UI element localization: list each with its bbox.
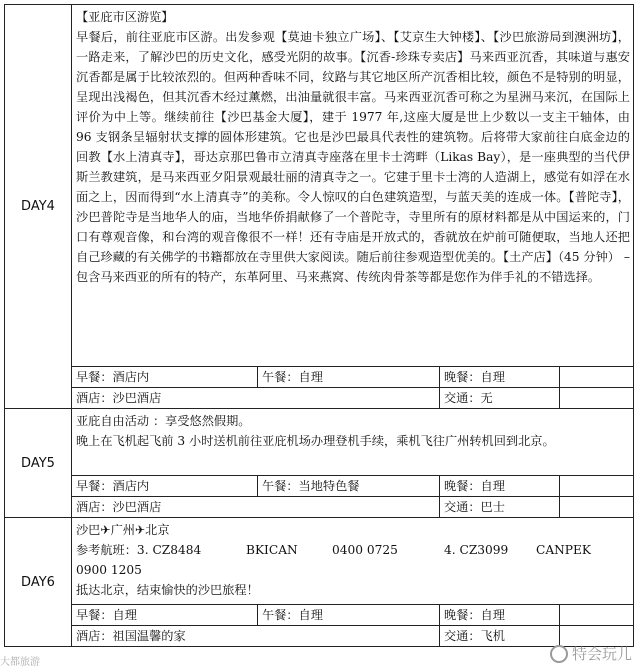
day4-hotel: 酒店：沙巴酒店 — [72, 388, 440, 408]
day6-transport: 交通：飞机 — [440, 626, 560, 646]
day5-row — [5, 409, 634, 476]
day6-closing: 抵达北京，结束愉快的沙巴旅程！ — [76, 583, 259, 597]
day5-hotel-transport — [72, 497, 634, 518]
day4-dinner: 晚餐：自理 — [440, 367, 560, 387]
day5-transport: 交通：巴士 — [440, 497, 560, 517]
day5-hotel: 酒店：沙巴酒店 — [72, 497, 440, 517]
day6-flights — [76, 540, 630, 560]
watermark-left: 大都旅游 — [0, 657, 40, 668]
day6-description — [72, 518, 634, 605]
day5-label: DAY5 — [5, 409, 72, 518]
day6-dinner: 晚餐：自理 — [440, 605, 560, 625]
day6-lunch: 午餐：自理 — [258, 605, 440, 625]
day6-flight-prefix: 参考航班：3. CZ8484 — [76, 543, 202, 557]
day4-lunch: 午餐：自理 — [258, 367, 440, 387]
day6-route: 沙巴✈广州✈北京 — [76, 523, 170, 537]
day4-transport: 交通：无 — [440, 388, 560, 408]
day5-meals — [72, 476, 634, 497]
day5-breakfast: 早餐：酒店内 — [72, 476, 258, 496]
day4-meals — [72, 367, 634, 388]
day6-flight-time1: 0400 0725 — [332, 543, 398, 557]
day5-lunch: 午餐：当地特色餐 — [258, 476, 440, 496]
day6-flight-route1: BKICAN — [246, 543, 298, 557]
day4-description — [72, 5, 634, 367]
day6-meals — [72, 605, 634, 626]
chat-bubble-icon — [550, 645, 568, 663]
day4-row — [5, 5, 634, 367]
day6-hotel: 酒店：祖国温馨的家 — [72, 626, 440, 646]
day4-hotel-transport — [72, 388, 634, 409]
watermark — [550, 643, 632, 664]
watermark-text: 特会玩儿 — [571, 645, 632, 663]
day6-flight-num2: 4. CZ3099 — [444, 543, 509, 557]
day6-flight-route2: CANPEK — [536, 543, 591, 557]
itinerary-table — [4, 4, 634, 647]
day6-row — [5, 518, 634, 605]
day5-description — [72, 409, 634, 476]
day4-breakfast: 早餐：酒店内 — [72, 367, 258, 387]
day4-text: 【亚庇市区游览】 早餐后，前往亚庇市区游。出发参观【莫迪卡独立广场】、【艾京生大钟楼】、【沙巴旅游局到澳洲坊】，一路走来，了解沙巴的历史文化，感受光阴的故事。【沉香-珍珠专卖店】马来西亚沉香，其味道与惠安沉香都是属于比较浓烈的。但两种香味不同，纹路与其它地区所产沉香相比较，颜色不是特别的明显，呈现出浅褐色，但其沉香木经过薰燃，出油量就很丰富。马来西亚沉香可称之为星洲马来沉，在国际上评价为中上等。继续前往【沙巴基金大厦】，建于 1977 年,这座大厦是世上少数以一支主干轴体，由 96 支钢条呈辐射状支撑的圆体形建筑。它也是沙巴最具代表性的建筑物。后将带大家前往白底金边的回教【水上清真寺】，哥达京那巴鲁市立清真寺座落在里卡士湾畔（Likas Bay），是一座典型的当代伊斯兰教建筑，是马来西亚夕阳景观最壮丽的清真寺之一。它建于里卡士湾的人造湖上，感觉有如浮在水面之上，因而得到“水上清真寺”的美称。令人惊叹的白色建筑造型，与蓝天美的连成一体。【普陀寺】，沙巴普陀寺是当地华人的庙，当地华侨捐献修了一个普陀寺，寺里所有的原材料都是从中国运来的，门口有尊观音像，和台湾的观音像很不一样！还有寺庙是开放式的，香就放在炉前可随便取，当地人还把自己珍藏的有关佛学的书籍都放在寺里供大家阅读。随后前往参观造型优美的。【土产店】（45 分钟） – 包含马来西亚的所有的特产，东革阿里、马来燕窝、传统肉骨茶等都是您作为伴手礼的不错选择。 — [76, 10, 630, 284]
day4-label: DAY4 — [5, 5, 72, 409]
day6-flight-time2: 0900 1205 — [76, 563, 142, 577]
day6-breakfast: 早餐：自理 — [72, 605, 258, 625]
day5-text: 亚庇自由活动 ：享受悠然假期。 晚上在飞机起飞前 3 小时送机前往亚庇机场办理登机手续，乘机飞往广州转机回到北京。 — [76, 414, 555, 448]
day5-dinner: 晚餐：自理 — [440, 476, 560, 496]
day6-label: DAY6 — [5, 518, 72, 647]
